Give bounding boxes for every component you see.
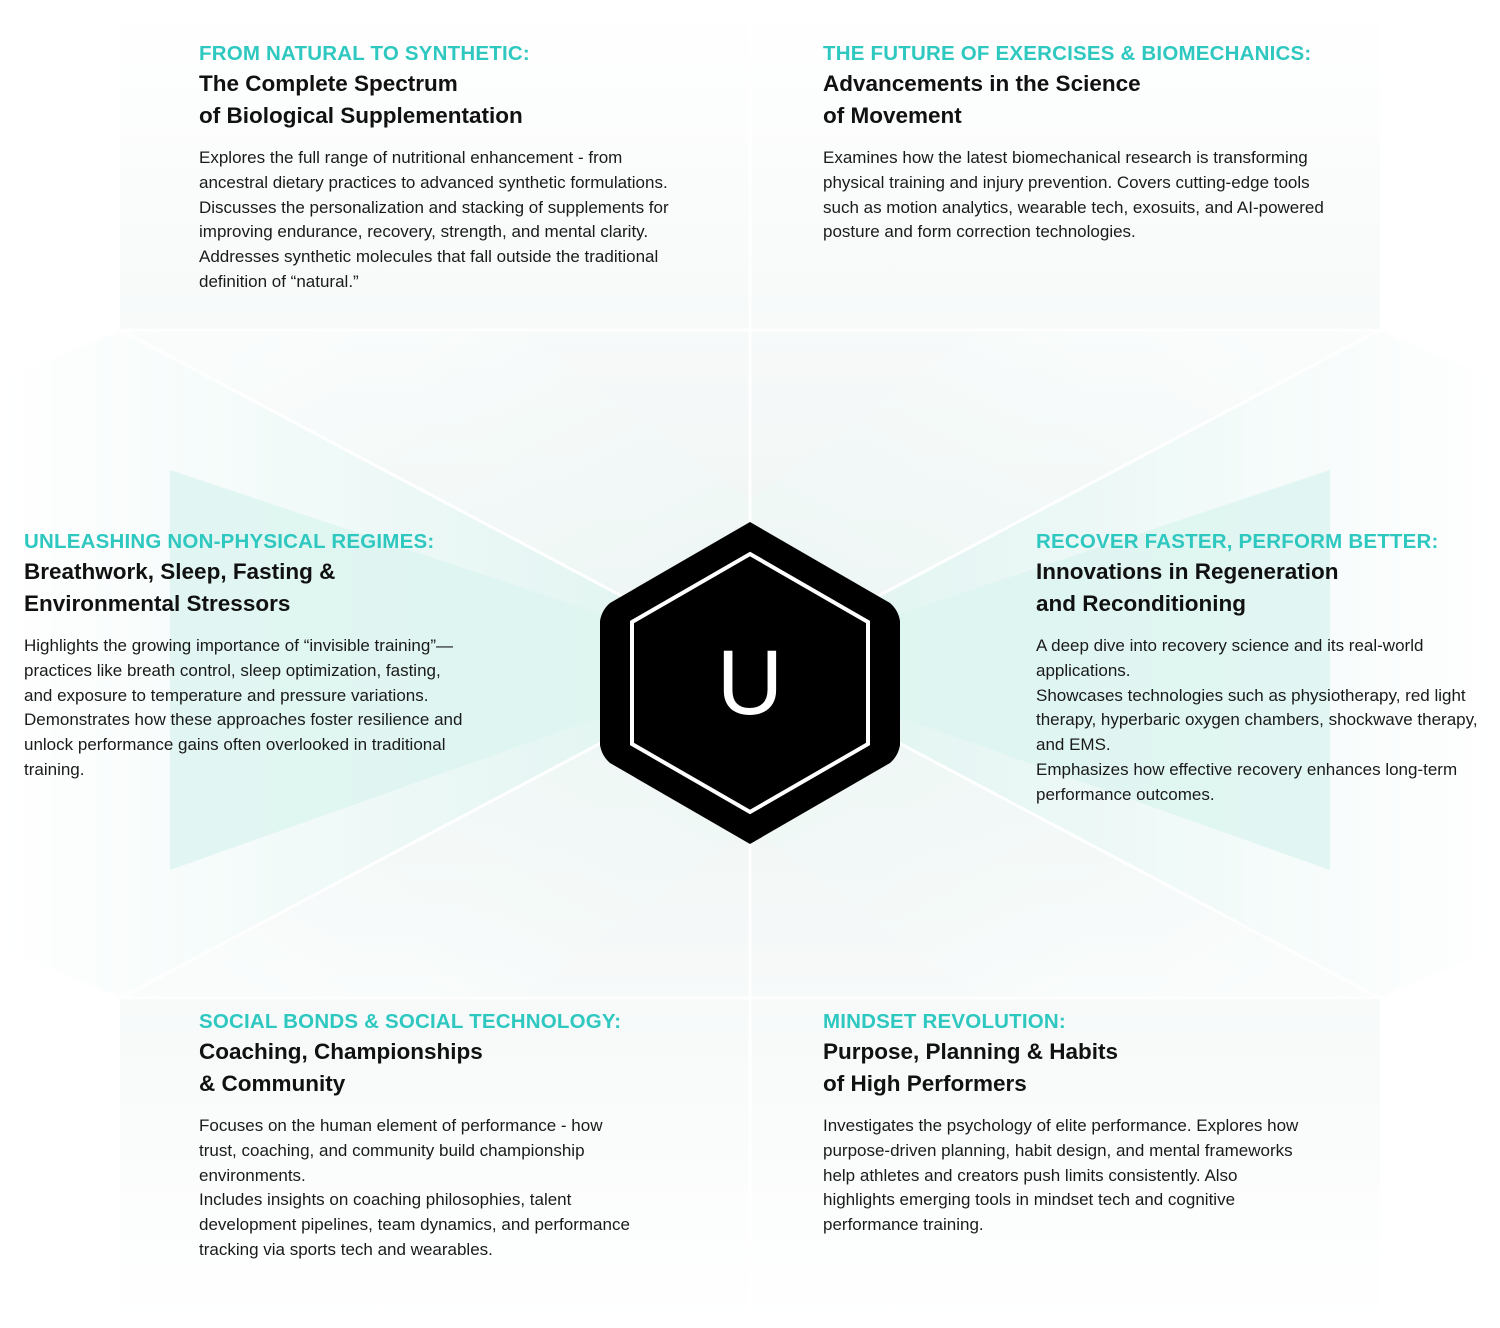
logo-letter: U <box>716 631 784 734</box>
center-hexagon-logo <box>596 518 904 848</box>
topic-kicker: RECOVER FASTER, PERFORM BETTER: <box>1036 530 1439 553</box>
topic-headline: Innovations in Regeneration and Reconditioning <box>1036 559 1339 616</box>
topic-body: Examines how the latest biomechanical research is transforming physical training and injury prevention. Covers cutting-edge tools such as motion analytics, wearable tech, exosuits, and AI-powered posture and form correction technologies. <box>823 147 1324 242</box>
topic-supplementation <box>199 40 677 295</box>
topic-biomechanics <box>823 40 1343 245</box>
topic-headline: Purpose, Planning & Habits of High Performers <box>823 1039 1119 1096</box>
topic-social-bonds <box>199 1008 639 1263</box>
hexagon-icon <box>596 518 904 848</box>
topic-headline: Advancements in the Science of Movement <box>823 71 1141 128</box>
topic-headline: Breathwork, Sleep, Fasting & Environmental Stressors <box>24 559 336 616</box>
topic-mindset-revolution <box>823 1008 1303 1238</box>
topic-headline: Coaching, Championships & Community <box>199 1039 483 1096</box>
topic-body: A deep dive into recovery science and its real-world applications. Showcases technologies such as physiotherapy, red light therapy, hyperbaric oxygen chambers, shockwave therapy, and EMS. Emphasizes how effective recovery enhances long-term performance outcomes. <box>1036 635 1478 804</box>
topic-recovery <box>1036 528 1491 808</box>
topic-kicker: MINDSET REVOLUTION: <box>823 1010 1066 1033</box>
topic-kicker: UNLEASHING NON-PHYSICAL REGIMES: <box>24 530 435 553</box>
topic-headline: The Complete Spectrum of Biological Supplementation <box>199 71 523 128</box>
topic-body: Explores the full range of nutritional enhancement - from ancestral dietary practices to advanced synthetic formulations. Discusses the personalization and stacking of supplements for improving endurance, recovery, strength, and mental clarity. Addresses synthetic molecules that fall outside the traditional definition of “natural.” <box>199 147 669 291</box>
topic-kicker: SOCIAL BONDS & SOCIAL TECHNOLOGY: <box>199 1010 622 1033</box>
topic-non-physical-regimes <box>24 528 464 783</box>
topic-body: Focuses on the human element of performance - how trust, coaching, and community build championship environments. Includes insights on coaching philosophies, talent development pipelines, team dynamics, and performance tracking via sports tech and wearables. <box>199 1115 630 1259</box>
topic-kicker: THE FUTURE OF EXERCISES & BIOMECHANICS: <box>823 42 1312 65</box>
topic-body: Investigates the psychology of elite performance. Explores how purpose-driven planning, habit design, and mental frameworks help athletes and creators push limits consistently. Also highlights emerging tools in mindset tech and cognitive performance training. <box>823 1115 1299 1235</box>
topic-body: Highlights the growing importance of “invisible training”—practices like breath control, sleep optimization, fasting, and exposure to temperature and pressure variations. Demonstrates how these approaches foster resilience and unlock performance gains often overlooked in traditional training. <box>24 635 463 779</box>
topic-kicker: FROM NATURAL TO SYNTHETIC: <box>199 42 530 65</box>
